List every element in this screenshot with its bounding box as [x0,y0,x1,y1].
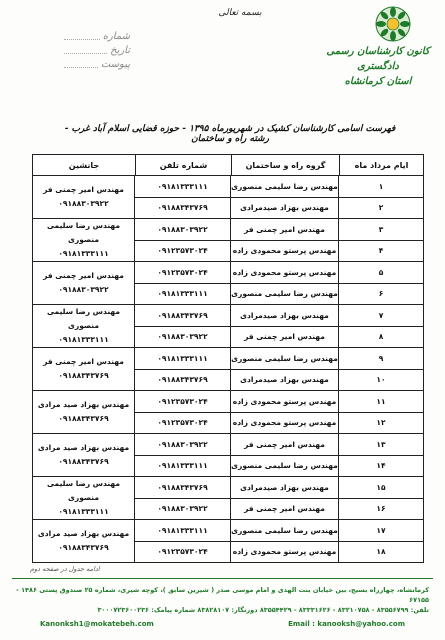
day-number-cell: ۱۴ [376,461,386,471]
substitute-name: مهندس امیر چمنی فر [43,357,124,366]
substitute-phone: ۰۹۱۸۱۳۳۳۱۱۱ [58,335,109,344]
day-cells [339,477,423,519]
header-phone: شماره تلفن [135,155,231,175]
engineer-name-cell: مهندس بهزاد صیدمرادی [231,305,338,327]
letter-fields [64,30,130,72]
substitute-phone: ۰۹۱۸۸۳۴۳۷۶۹ [58,371,109,380]
day-number-cell: ۷ [339,305,423,327]
day-cells [339,391,423,433]
day-number-cell: ۱۵ [339,477,423,499]
day-cells [339,305,423,347]
header-substitute: جانشین [68,160,100,170]
footer-email[interactable]: Email : kanooksh@yahoo.com [288,620,405,628]
day-cells [339,348,423,390]
table-row-group [33,391,423,434]
phone-cells [135,176,231,218]
table-row-group [33,520,423,562]
substitute-phone: ۰۹۱۸۸۳۰۳۹۲۲ [58,285,109,294]
phone-cell: ۰۹۱۲۳۵۷۳۰۲۴ [157,246,208,256]
organization-logo-icon [375,6,411,42]
engineer-name-cell: مهندس پرستو محمودی زاده [231,262,338,284]
substitute-phone: ۰۹۱۸۱۳۳۳۱۱۱ [58,249,109,258]
phone-cell: ۰۹۱۸۸۳۴۳۷۶۹ [135,477,230,499]
engineer-name-cell: مهندس پرستو محمودی زاده [231,391,338,413]
footer-phones: تلفن: ۸۳۵۵۶۷۹۹ - ۸۳۲۱۰۷۵۸ - ۸۳۳۳۱۶۲۶ - ۸۳۵۵۴۴۲۹ دورنگار: ۸۳۸۲۸۱۰۷ شماره پیامک: ۳۰۰۰۷۲۳۶۰۰۲۳۶ [97,606,429,614]
engineer-name-cell: مهندس رضا سلیمی منصوری [231,461,338,471]
field-attachment-label: پیوست [100,59,130,70]
substitute-name: مهندس بهزاد صید مرادی [37,529,130,538]
engineer-name-cell: مهندس بهزاد صیدمرادی [240,375,329,385]
day-number-cell: ۹ [339,348,423,370]
engineer-name-cell: مهندس امیر چمنی فر [231,434,338,456]
phone-cell: ۰۹۱۸۸۳۰۳۹۲۲ [157,504,208,514]
day-number-cell: ۱ [339,176,423,198]
substitute-cell [33,219,135,261]
table-continuation-note: ادامه جدول در صفحه دوم [30,565,100,573]
engineer-name-cell: مهندس پرستو محمودی زاده [232,418,337,428]
day-number-cell: ۱۱ [339,391,423,413]
substitute-phone: ۰۹۱۸۸۳۰۳۹۲۲ [58,199,109,208]
engineer-name-cell: مهندس امیر چمنی فر [244,504,325,514]
substitute-cell [33,262,135,304]
footer-address: کرمانشاه، چهارراه بسیج، بین خیابان بنت الهدی و امام موسی صدر ( شیرین سابق )، کوچه شیری، شماره ۲۵ صندوق پستی ۱۴۸۶ - ۶۷۱۵۵ [16,586,429,604]
substitute-phone: ۰۹۱۸۸۳۴۳۷۶۹ [58,543,109,552]
day-number-cell: ۳ [339,219,423,241]
phone-cell: ۰۹۱۸۱۳۳۳۱۱۱ [157,461,208,471]
phone-cell: ۰۹۱۲۳۵۷۳۰۲۴ [157,547,208,557]
table-header [33,155,423,176]
phone-cell: ۰۹۱۲۳۵۷۳۰۲۴ [135,391,230,413]
phone-cells [135,262,231,304]
day-number-cell: ۱۲ [376,418,386,428]
field-date-label: تاریخ [110,45,130,56]
engineer-name-cell: مهندس رضا سلیمی منصوری [231,520,338,542]
engineer-name-cell: مهندس پرستو محمودی زاده [232,246,337,256]
day-number-cell: ۵ [339,262,423,284]
phone-cell: ۰۹۱۸۸۳۰۳۹۲۲ [135,434,230,456]
table-row-group [33,305,423,348]
substitute-cell [33,391,135,433]
day-cells [339,219,423,261]
on-call-table [32,154,424,563]
phone-cell: ۰۹۱۸۸۳۴۳۷۶۹ [135,305,230,327]
day-number-cell: ۲ [378,203,384,213]
phone-cells [135,305,231,347]
name-cells [231,176,339,218]
footer-contacts [40,620,405,628]
name-cells [231,219,339,261]
phone-cell: ۰۹۱۸۸۳۰۳۹۲۲ [135,219,230,241]
phone-cell: ۰۹۱۲۳۵۷۳۰۲۴ [135,262,230,284]
field-attachment [64,58,130,72]
substitute-phone: ۰۹۱۸۸۳۴۳۷۶۹ [58,414,109,423]
organization-line-2: استان کرمانشاه [344,76,412,87]
table-row-group [33,262,423,305]
substitute-phone: ۰۹۱۸۸۳۴۳۷۶۹ [58,457,109,466]
table-row-group [33,434,423,477]
engineer-name-cell: مهندس رضا سلیمی منصوری [231,348,338,370]
name-cells [231,262,339,304]
day-cells [339,176,423,218]
day-number-cell: ۸ [378,332,384,342]
name-cells [231,477,339,519]
day-number-cell: ۱۸ [376,547,386,557]
phone-cell: ۰۹۱۸۱۳۳۳۱۱۱ [157,289,208,299]
engineer-name-cell: مهندس بهزاد صیدمرادی [240,203,329,213]
footer-web-address[interactable]: Kanonksh1@mokatebeh.com [40,620,154,628]
day-cells [339,262,423,304]
day-cells [339,520,423,562]
day-number-cell: ۱۶ [376,504,386,514]
day-number-cell: ۱۰ [376,375,386,385]
day-number-cell: ۴ [378,246,384,256]
substitute-name: مهندس بهزاد صید مرادی [37,400,130,409]
engineer-name-cell: مهندس امیر چمنی فر [231,219,338,241]
name-cells [231,520,339,562]
phone-cells [135,520,231,562]
field-date [64,44,130,58]
table-row-group [33,176,423,219]
field-number [64,30,130,44]
engineer-name-cell: مهندس بهزاد صیدمرادی [231,477,338,499]
engineer-name-cell: مهندس رضا سلیمی منصوری [231,176,338,198]
phone-cells [135,391,231,433]
substitute-name: مهندس رضا سلیمی منصوری [46,307,121,330]
phone-cell: ۰۹۱۸۸۳۴۳۷۶۹ [157,375,208,385]
day-number-cell: ۱۷ [339,520,423,542]
name-cells [231,305,339,347]
phone-cell: ۰۹۱۸۸۳۴۳۷۶۹ [157,203,208,213]
phone-cell: ۰۹۱۸۱۳۳۳۱۱۱ [135,348,230,370]
engineer-name-cell: مهندس امیر چمنی فر [244,332,325,342]
bismillah-heading: بسمه تعالی [218,8,262,18]
substitute-cell [33,520,135,562]
substitute-cell [33,434,135,476]
phone-cell: ۰۹۱۸۱۳۳۳۱۱۱ [135,176,230,198]
substitute-phone: ۰۹۱۸۱۳۳۳۱۱۱ [58,507,109,516]
substitute-name: مهندس بهزاد صید مرادی [37,443,130,452]
substitute-name: مهندس امیر چمنی فر [43,185,124,194]
phone-cell: ۰۹۱۸۸۳۰۳۹۲۲ [157,332,208,342]
substitute-name: مهندس رضا سلیمی منصوری [46,479,121,502]
phone-cells [135,219,231,261]
day-number-cell: ۱۳ [339,434,423,456]
footer-divider [12,578,433,579]
engineer-name-cell: مهندس پرستو محمودی زاده [232,547,337,557]
table-body [33,176,423,562]
header-days: ایام مرداد ماه [339,155,423,175]
phone-cells [135,348,231,390]
name-cells [231,434,339,476]
substitute-name: مهندس امیر چمنی فر [43,271,124,280]
substitute-cell [33,477,135,519]
substitute-cell [33,305,135,347]
table-row-group [33,219,423,262]
header-group: گروه راه و ساختمان [231,155,339,175]
substitute-cell [33,176,135,218]
table-row-group [33,348,423,391]
phone-cell: ۰۹۱۸۱۳۳۳۱۱۱ [135,520,230,542]
organization-line-1: کانون کارشناسان رسمی دادگستری [326,46,430,72]
field-number-label: شماره [102,31,130,42]
phone-cells [135,477,231,519]
table-row-group [33,477,423,520]
name-cells [231,391,339,433]
footer-address-block [12,585,429,615]
substitute-cell [33,348,135,390]
day-cells [339,434,423,476]
name-cells [231,348,339,390]
substitute-name: مهندس رضا سلیمی منصوری [46,221,121,244]
engineer-name-cell: مهندس رضا سلیمی منصوری [231,289,338,299]
day-number-cell: ۶ [378,289,384,299]
phone-cells [135,434,231,476]
organization-name [323,44,433,89]
phone-cell: ۰۹۱۲۳۵۷۳۰۲۴ [157,418,208,428]
document-title: فهرست اسامی کارشناسان کشیک در شهریورماه ۱۳۹۵ - حوزه قضایی اسلام آباد غرب - رشته راه و ساختمان [64,124,396,144]
